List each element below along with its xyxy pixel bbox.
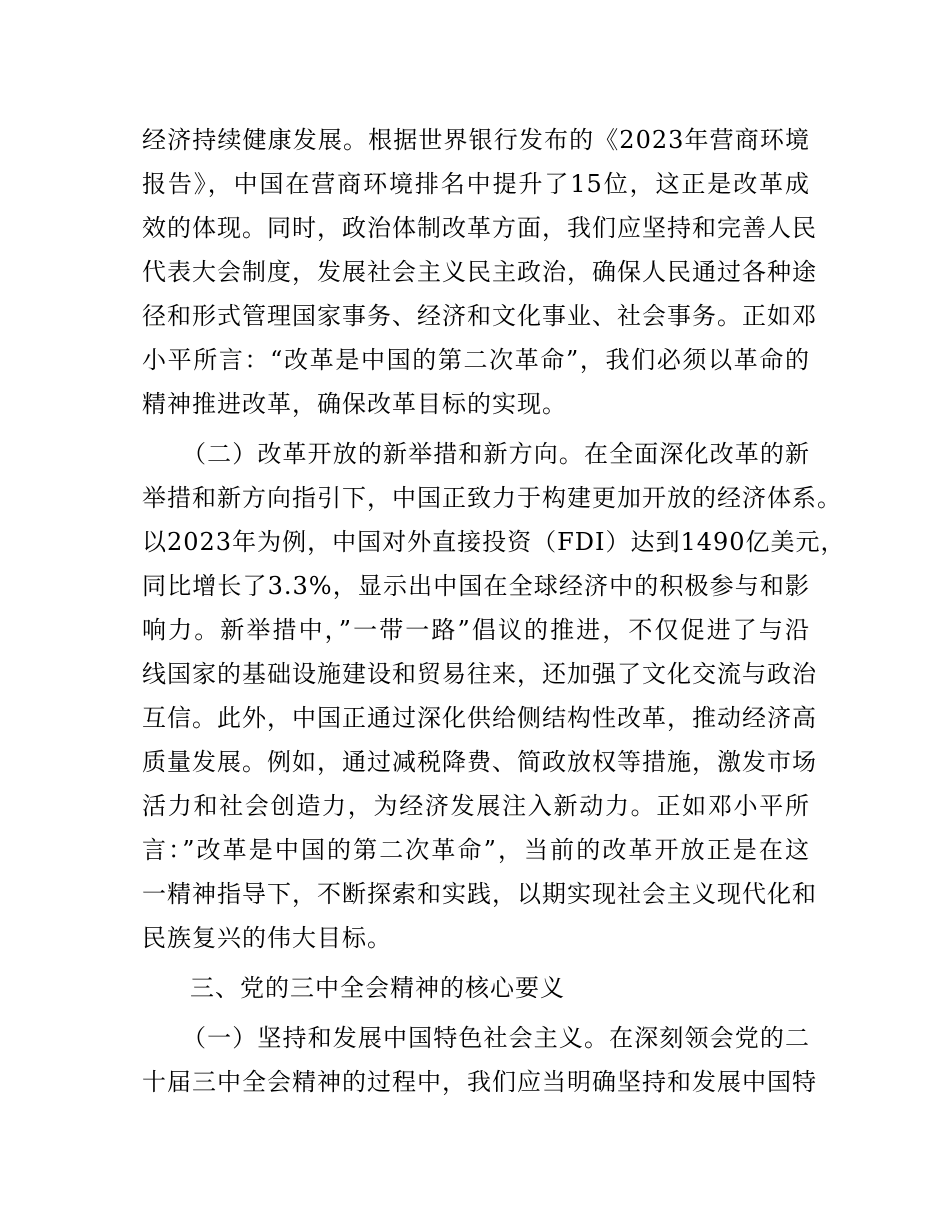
text-line: 精神推进改革，确保改革目标的实现。	[142, 390, 567, 418]
text-line: 线国家的基础设施建设和贸易往来，还加强了文化交流与政治	[142, 660, 817, 688]
text-line: 经济持续健康发展。根据世界银行发布的《2023年营商环境	[142, 126, 810, 154]
section-heading-text: 三、党的三中全会精神的核心要义	[190, 974, 565, 1002]
text-line: 报告》，中国在营商环境排名中提升了15位，这正是改革成	[142, 170, 810, 198]
text-line: 效的体现。同时，政治体制改革方面，我们应坚持和完善人民	[142, 214, 817, 242]
paragraph-1	[142, 118, 817, 426]
text-line: 活力和社会创造力，为经济发展注入新动力。正如邓小平所	[142, 792, 810, 820]
text-line: 言：”改革是中国的第二次革命”，当前的改革开放正是在这	[142, 836, 810, 864]
text-line: 民族复兴的伟大目标。	[142, 924, 392, 952]
text-line: 举措和新方向指引下，中国正致力于构建更加开放的经济体系。	[142, 484, 842, 512]
text-line: 小平所言：“改革是中国的第二次革命”，我们必须以革命的	[142, 346, 810, 374]
document-body	[142, 118, 846, 1104]
paragraph-3	[142, 1016, 817, 1104]
text-line: 同比增长了3.3%，显示出中国在全球经济中的积极参与和影	[142, 572, 810, 600]
text-line: （二）改革开放的新举措和新方向。在全面深化改革的新	[182, 440, 810, 468]
text-line: （一）坚持和发展中国特色社会主义。在深刻领会党的二	[182, 1024, 810, 1052]
text-line: 质量发展。例如，通过减税降费、简政放权等措施，激发市场	[142, 748, 817, 776]
section-heading	[142, 966, 810, 1010]
text-line: 十届三中全会精神的过程中，我们应当明确坚持和发展中国特	[142, 1068, 817, 1096]
text-line: 一精神指导下，不断探索和实践，以期实现社会主义现代化和	[142, 880, 817, 908]
text-line: 互信。此外，中国正通过深化供给侧结构性改革，推动经济高	[142, 704, 817, 732]
text-line: 响力。新举措中，”一带一路”倡议的推进，不仅促进了与沿	[142, 616, 810, 644]
text-line: 以2023年为例，中国对外直接投资（FDI）达到1490亿美元，	[142, 528, 846, 556]
text-line: 代表大会制度，发展社会主义民主政治，确保人民通过各种途	[142, 258, 817, 286]
text-line: 径和形式管理国家事务、经济和文化事业、社会事务。正如邓	[142, 302, 817, 330]
paragraph-2	[142, 432, 846, 960]
